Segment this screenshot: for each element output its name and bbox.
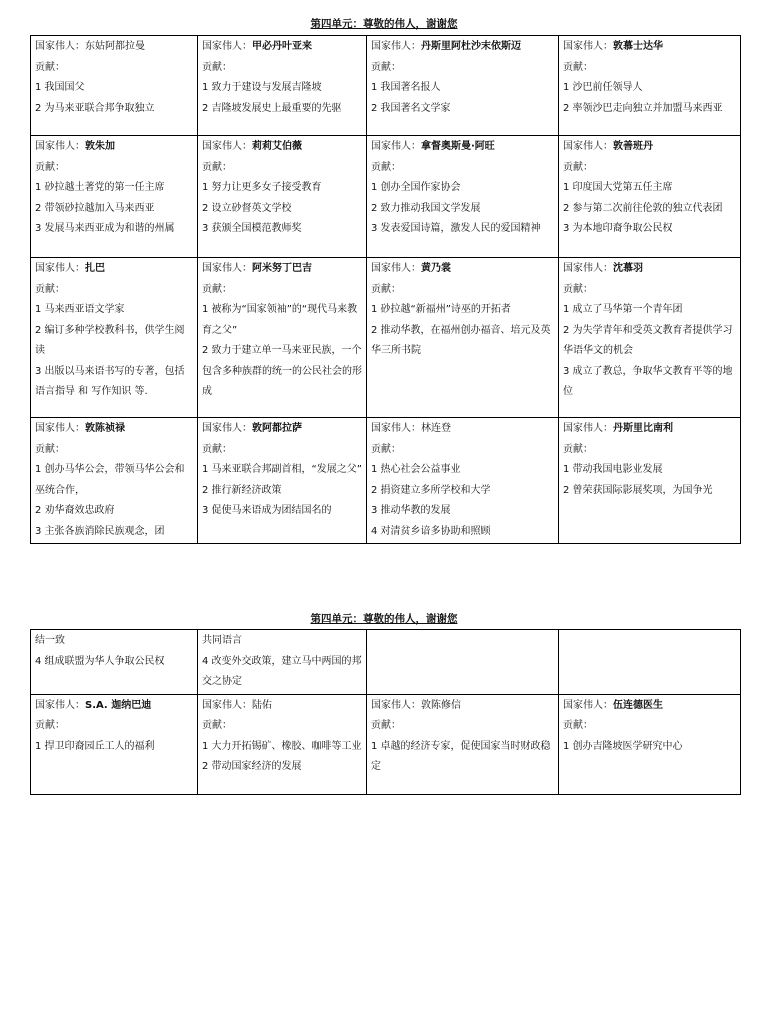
continuation-cell (31, 630, 198, 695)
person-label: 国家伟人： (563, 263, 613, 274)
person-cell (367, 258, 559, 418)
person-header (371, 696, 554, 717)
contribution-item: 3 促使马来语成为团结国名的 (202, 505, 332, 516)
contribution-item: 1 创办全国作家协会 (371, 182, 461, 193)
person-cell (31, 694, 198, 794)
contribution-item: 2 致力于建立单一马来亚民族，一个包含多种族群的统一的公民社会的形成 (202, 345, 362, 397)
person-label: 国家伟人： (35, 699, 85, 711)
person-name: 沈慕羽 (613, 263, 643, 274)
contribution-item: 1 被称为“国家领袖”的“现代马来教育之父” (202, 304, 358, 336)
table-row (31, 36, 741, 136)
person-name: 敦慕士达华 (613, 41, 663, 52)
person-cell (198, 36, 367, 136)
person-name: 丹斯里比南利 (613, 423, 673, 434)
contribution-item: 1 成立了马华第一个青年团 (563, 304, 683, 315)
person-header (35, 37, 193, 58)
person-label: 国家伟人： (35, 41, 85, 52)
person-header (563, 137, 736, 158)
person-header (563, 696, 736, 717)
person-label: 国家伟人： (202, 423, 252, 434)
contribution-item: 1 大力开拓锡矿、橡胶、咖啡等工业 (202, 740, 362, 752)
person-header (371, 419, 554, 440)
contribution-item: 1 砂拉越“新福州”诗巫的开拓者 (371, 304, 511, 315)
person-cell (367, 36, 559, 136)
contribution-item: 3 主张各族消除民族观念，团 (35, 525, 165, 537)
person-label: 国家伟人： (563, 423, 613, 434)
contribution-item: 2 设立砂督英文学校 (202, 202, 292, 214)
person-name: 陆佑 (252, 699, 272, 711)
person-name: 黄乃裳 (421, 263, 451, 274)
person-cell (198, 694, 367, 794)
contribution-label: 贡献： (563, 443, 593, 455)
person-header (35, 137, 193, 158)
contribution-label: 贡献： (202, 283, 232, 295)
person-header (35, 259, 193, 280)
contribution-item: 3 出版以马来语书写的专著，包括语言指导 和 写作知识 等. (35, 365, 185, 397)
person-label: 国家伟人： (371, 699, 421, 711)
contribution-item: 2 曾荣获国际影展奖项，为国争光 (563, 484, 713, 496)
person-name: 甲必丹叶亚来 (252, 41, 312, 52)
person-cell (198, 418, 367, 544)
contribution-label: 贡献： (35, 61, 65, 73)
contribution-item: 2 劝华裔效忠政府 (35, 505, 115, 516)
person-cell (198, 258, 367, 418)
contribution-item: 2 带领砂拉越加入马来西亚 (35, 202, 155, 214)
person-header (202, 37, 362, 58)
contribution-item: 4 对清贫乡谙多协助和照顾 (371, 525, 491, 537)
contribution-item: 2 参与第二次前往伦敦的独立代表团 (563, 202, 723, 214)
table-row (31, 694, 741, 794)
person-header (202, 137, 362, 158)
person-header (202, 696, 362, 717)
contribution-item: 3 发表爱国诗篇，激发人民的爱国精神 (371, 223, 541, 234)
continuation-cell (198, 630, 367, 695)
contribution-label: 贡献： (563, 283, 593, 295)
person-label: 国家伟人： (202, 41, 252, 52)
contribution-item: 3 发展马来西亚成为和谐的州属 (35, 223, 175, 234)
person-name: 敦陈祯禄 (85, 423, 125, 434)
contribution-item: 3 获颁全国模范教师奖 (202, 223, 302, 234)
contribution-label: 贡献： (563, 720, 593, 731)
person-name: 拿督奥斯曼·阿旺 (421, 141, 495, 152)
person-cell (31, 136, 198, 258)
person-header (371, 37, 554, 58)
person-header (563, 259, 736, 280)
person-name: 阿米努丁巴吉 (252, 263, 312, 274)
contribution-item: 结一致 (35, 635, 65, 646)
contribution-item: 1 我国国父 (35, 82, 85, 93)
contribution-item: 1 马来亚联合邦副首相，“发展之父” (202, 464, 362, 475)
person-header (35, 696, 193, 717)
contribution-label: 贡献： (202, 720, 232, 731)
contribution-item: 1 砂拉越土著党的第一任主席 (35, 182, 165, 193)
contribution-label: 贡献： (202, 161, 232, 173)
continuation-cell (367, 630, 559, 695)
contribution-label: 贡献： (202, 443, 232, 455)
person-name: 丹斯里阿杜沙末依斯迈 (421, 41, 521, 52)
person-name: 扎巴 (85, 263, 105, 274)
contribution-item: 1 带动我国电影业发展 (563, 464, 663, 475)
person-cell (559, 258, 741, 418)
person-cell (367, 136, 559, 258)
person-cell (559, 136, 741, 258)
contribution-item: 1 我国著名报人 (371, 82, 441, 93)
person-label: 国家伟人： (563, 41, 613, 52)
person-cell (31, 258, 198, 418)
person-header (563, 37, 736, 58)
table-row (31, 630, 741, 695)
contribution-item: 2 推动华教，在福州创办福音、培元及英华三所书院 (371, 324, 551, 356)
person-name: 东姑阿都拉曼 (85, 41, 145, 52)
contribution-item: 1 热心社会公益事业 (371, 464, 461, 475)
contribution-label: 贡献： (35, 161, 65, 173)
person-label: 国家伟人： (563, 141, 613, 152)
contribution-item: 2 吉隆坡发展史上最重要的先驱 (202, 102, 342, 114)
person-label: 国家伟人： (202, 141, 252, 152)
person-name: 敦朱加 (85, 141, 115, 152)
table-row (31, 258, 741, 418)
person-name: 莉莉艾伯薇 (252, 141, 302, 152)
person-header (371, 137, 554, 158)
contribution-item: 2 率领沙巴走向独立并加盟马来西亚 (563, 102, 723, 114)
contribution-label: 贡献： (35, 443, 65, 455)
contribution-item: 2 我国著名文学家 (371, 102, 451, 114)
person-header (35, 419, 193, 440)
person-name: 林连登 (421, 423, 451, 434)
table-row (31, 418, 741, 544)
person-label: 国家伟人： (371, 141, 421, 152)
contribution-item: 1 努力让更多女子接受教育 (202, 182, 322, 193)
contribution-item: 1 马来西亚语文学家 (35, 304, 125, 315)
contribution-item: 2 为马来亚联合邦争取独立 (35, 102, 155, 114)
contribution-item: 2 致力推动我国文学发展 (371, 202, 481, 214)
contribution-label: 贡献： (371, 283, 401, 295)
contribution-label: 贡献： (371, 161, 401, 173)
contribution-label: 贡献： (371, 61, 401, 73)
person-header (563, 419, 736, 440)
contribution-item: 1 创办吉隆坡医学研究中心 (563, 740, 683, 752)
table-row (31, 136, 741, 258)
person-label: 国家伟人： (35, 263, 85, 274)
contribution-label: 贡献： (563, 61, 593, 73)
page-title: 第四单元：尊敬的伟人，谢谢您 (310, 18, 458, 30)
contribution-item: 2 带动国家经济的发展 (202, 761, 302, 772)
contribution-item: 共同语言 (202, 635, 242, 646)
person-header (371, 259, 554, 280)
contribution-item: 1 致力于建设与发展吉隆坡 (202, 82, 322, 93)
contribution-item: 1 印度国大党第五任主席 (563, 182, 673, 193)
contribution-item: 1 卓越的经济专家，促使国家当时财政稳定 (371, 740, 551, 772)
person-cell (559, 36, 741, 136)
great-people-table (30, 629, 741, 795)
person-cell (31, 418, 198, 544)
person-name: 敦陈修信 (421, 699, 461, 711)
person-name: 敦阿都拉萨 (252, 423, 302, 434)
contribution-item: 2 推行新经济政策 (202, 484, 282, 496)
contribution-label: 贡献： (371, 720, 401, 731)
contribution-label: 贡献： (202, 61, 232, 73)
contribution-item: 2 编订多种学校教科书，供学生阅读 (35, 324, 185, 356)
person-name: S.A. 迦纳巴迪 (85, 699, 152, 711)
contribution-item: 3 推动华教的发展 (371, 505, 451, 516)
contribution-item: 4 改变外交政策，建立马中两国的邦交之协定 (202, 655, 362, 687)
continuation-cell (559, 630, 741, 695)
contribution-label: 贡献： (563, 161, 593, 173)
person-label: 国家伟人： (371, 263, 421, 274)
person-cell (559, 418, 741, 544)
person-label: 国家伟人： (371, 41, 421, 52)
person-header (202, 419, 362, 440)
person-label: 国家伟人： (563, 699, 613, 711)
person-cell (367, 694, 559, 794)
contribution-label: 贡献： (35, 720, 65, 731)
contribution-item: 1 捍卫印裔园丘工人的福利 (35, 740, 155, 752)
person-label: 国家伟人： (371, 423, 421, 434)
person-cell (31, 36, 198, 136)
contribution-label: 贡献： (371, 443, 401, 455)
contribution-item: 3 为本地印裔争取公民权 (563, 223, 673, 234)
person-label: 国家伟人： (35, 141, 85, 152)
person-header (202, 259, 362, 280)
person-label: 国家伟人： (202, 699, 252, 711)
person-name: 伍连德医生 (613, 699, 663, 711)
contribution-item: 2 为失学青年和受英文教育者提供学习华语华文的机会 (563, 324, 733, 356)
page-title: 第四单元：尊敬的伟人，谢谢您 (310, 613, 458, 625)
person-name: 敦善班丹 (613, 141, 653, 152)
person-label: 国家伟人： (35, 423, 85, 434)
person-cell (198, 136, 367, 258)
person-label: 国家伟人： (202, 263, 252, 274)
contribution-item: 2 捐资建立多所学校和大学 (371, 484, 491, 496)
contribution-item: 4 组成联盟为华人争取公民权 (35, 655, 165, 667)
person-cell (367, 418, 559, 544)
person-cell (559, 694, 741, 794)
contribution-item: 3 成立了教总，争取华文教育平等的地位 (563, 365, 733, 397)
contribution-item: 1 沙巴前任领导人 (563, 82, 643, 93)
contribution-label: 贡献： (35, 283, 65, 295)
great-people-table (30, 35, 741, 544)
contribution-item: 1 创办马华公会，带领马华公会和巫统合作， (35, 464, 185, 496)
